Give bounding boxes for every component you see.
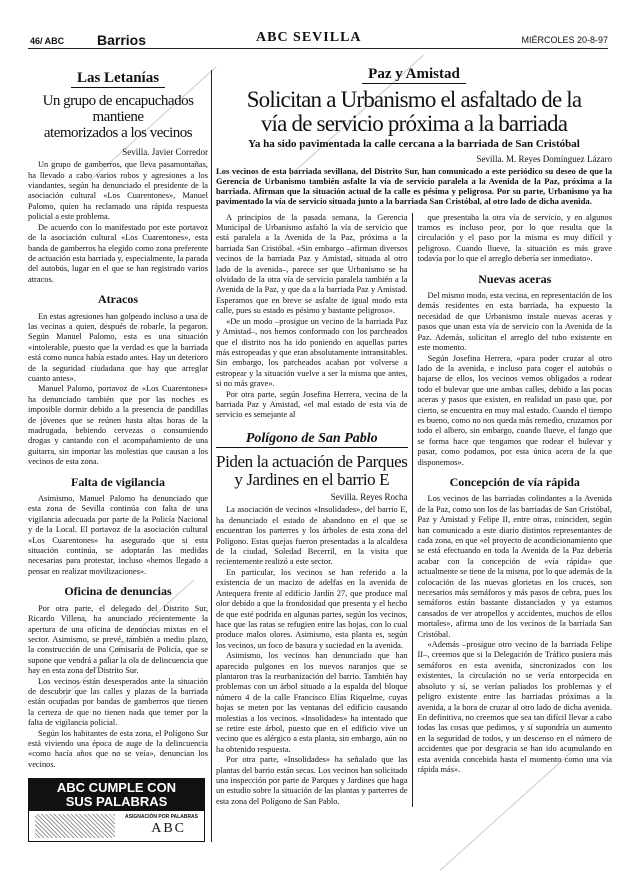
section-subheading: Falta de vigilancia bbox=[71, 474, 165, 489]
paragraph: Según los habitantes de esta zona, el Polígono Sur está viviendo una época de auge de la delincuencia «como hacía años que no se veía», denuncian los vecinos. bbox=[28, 728, 208, 769]
article-headline: Solicitan a Urbanismo el asfaltado de la vía de servicio próxima a la barriada bbox=[246, 87, 582, 137]
paragraph: Los vecinos están desesperados ante la situación de descubrir que las calles y plazas de la barriada están ocupadas por bandas de gamberros que tienen la certeza de que no tienen nada que temer por la falta de vigilancia policial. bbox=[28, 676, 208, 728]
article-body bbox=[216, 505, 408, 807]
ad-subtitle: ASIGNACIÓN POR PALABRAS bbox=[125, 814, 198, 821]
second-article bbox=[216, 431, 408, 807]
section-subheading: Oficina de denuncias bbox=[64, 584, 172, 599]
section-subheading: Nuevas aceras bbox=[478, 271, 552, 286]
paragraph: Asimismo, los vecinos han denunciado que han aparecido pulgones en los nuevos naranjos que se plantaron tras la reurbanización del barrio. También hay problemas con un árbol situado a la espalda del bloque número 4 de la calle Francisco Elías Riquelme, cuyas hojas se meten por las ventanas del edificio causando molestias a los vecinos. «Insolidades» ha intentado que se retire este árbol, puesto que en el edificio vive un vecino que es alérgico a esta planta, sin embargo, aún no ha obtenido respuesta. bbox=[216, 651, 408, 754]
paragraph: En particular, los vecinos se han referido a la existencia de un macizo de adelfas en la avenida de Antequera frente al edificio Jardín 27, que produce mal olor debido a que la frondosidad que presenta y el hecho de que esté podrida en algunas partes, según los vecinos, hace que las ratas se refugien entre las hojas, con lo cual produce malos olores. Asimismo, esta planta es, según los vecinos, un foco de basura y suciedad en la avenida. bbox=[216, 567, 408, 650]
paragraph: Asimismo, Manuel Palomo ha denunciado que esta zona de Sevilla continúa con falta de una vigilancia adecuada por parte de la Policía Nacional y de la Local. El portavoz de la asociación cultural «Los Cuarentones» ha asegurado que si esta situación continúa, se adoptarán las medidas necesarias para protestar, incluso «hemos llegado a pensar en realizar movilizaciones». bbox=[28, 494, 208, 576]
article-headline: Piden la actuación de Parques y Jardines en el barrio E bbox=[216, 451, 408, 489]
header-rule bbox=[28, 48, 608, 49]
main-article bbox=[216, 66, 612, 807]
article-body bbox=[216, 213, 408, 421]
paragraph: Por otra parte, el delegado del Distrito Sur, Ricardo Villena, ha anunciado recientemente la apertura de una oficina de denuncias mixtas en el sector. Asimismo, se prevé, también a medio plazo, la construcción de una Comisaría de Policía, que se supone que vendrá a paliar la ola de delincuencia que hay en esta zona del Distrito Sur. bbox=[28, 603, 208, 676]
article-lead: Los vecinos de esta barriada sevillana, del Distrito Sur, han comunicado a este periódico su deseo de que la Gerencia de Urbanismo también asfalte la vía de servicio paralela a la Avenida de la Paz, próxima a la barriada. Afirman que la situación actual de la calle es pésima y peligrosa. Por su parte, Urbanismo ya ha pavimentado la vía de servicio situada junto a la barriada San Cristóbal, al otro lado de dicha avenida. bbox=[216, 165, 612, 207]
article-kicker: Polígono de San Pablo bbox=[216, 431, 408, 448]
paragraph: Los vecinos de las barriadas colindantes a la Avenida de la Paz, como son los de las barriadas de San Cristóbal, Paz y Amistad y Felipe II, entre otras, coinciden, según han comunicado a este diario distintos representantes de cada zona, en que «el proyecto de acondicionamiento que se está efectuando en toda la Avenida de la Paz debería acabar con la concepción de «vía rápida» que actualmente se tiene de la misma, por lo que además de la colocación de las nuevas glorietas en los cruces, son necesarios más semáforos y más pasos de cebra, pues los semáforos están bastante distanciados y ya estamos cansados de ver atropellos y accidentes, muchos de ellos mortales», afirma uno de los vecinos de la barriada San Cristóbal. bbox=[417, 494, 612, 639]
section-title: Barrios bbox=[93, 32, 150, 48]
masthead: ABC SEVILLA bbox=[252, 30, 366, 46]
issue-date: MIÉRCOLES 20-8-97 bbox=[517, 35, 608, 45]
paragraph: Manuel Palomo, portavoz de «Los Cuarentones» ha denunciado también que por las noches es imposible dormir debido a la presencia de pandillas de jóvenes que se reúnen hasta altas horas de la madrugada, bebiendo cervezas o consumiendo drogas y cantando con el acompañamiento de una guitarra, sin importar las molestias que causan a los vecinos de esta zona. bbox=[28, 384, 208, 467]
paragraph: «De un modo –prosigue un vecino de la barriada Paz y Amistad–, nos hemos conformado con los parcheados que el distrito nos ha ido poniendo en aquellas partes más estropeadas y que eran absolutamente intransitables. Sin embargo, los parcheados acaban por volverse a estropear y la situación vuelve a ser la misma que antes, si no más grave». bbox=[216, 316, 408, 389]
article-byline: Sevilla. Reyes Rocha bbox=[330, 492, 408, 503]
paragraph: La asociación de vecinos «Insolidades», del barrio E, ha denunciado el estado de abandono en el que se encuentran los parterres y los árboles de esta zona del Polígono. Estas quejas fueron presentadas a la alcaldesa de la ciudad, Soledad Becerril, en la visita que recientemente realizó a este sector. bbox=[216, 505, 408, 567]
article-headline: Un grupo de encapuchados mantiene atemorizados a los vecinos bbox=[42, 93, 194, 141]
article-byline: Sevilla. M. Reyes Domínguez Lázaro bbox=[476, 153, 612, 164]
paragraph: Por otra parte, según Josefina Herrera, vecina de la barriada Paz y Amistad, «el mal estado de esta vía de servicio es semejante al bbox=[216, 389, 408, 420]
paragraph: «Además –prosigue otro vecino de la barriada Felipe II–, creemos que si la Delegación de Tráfico pusiera más semáforos en esta avenida, sincronizados con los existentes, la circulación no se vería entorpecida en absoluto y sí, se verían paliados los problemas y el peligro existente entre las barriadas próximas a la avenida, a la hora de cruzar al otro lado de dicha avenida. En definitiva, no creemos que sea tan difícil llevar a cabo todas las cosas que pedimos, y sí supondría un aumento en la seguridad de todos, y un descenso en el número de accidentes que por desgracia se han ido acumulando en esta avenida concebida hasta el momento como una vía rápida más». bbox=[417, 640, 612, 774]
section-subheading: Concepción de vía rápida bbox=[449, 474, 580, 489]
ad-logo: ABC bbox=[151, 821, 186, 837]
paragraph: Del mismo modo, esta vecina, en representación de los demás residentes en esta barriada, ha expuesto la necesidad de que Urbanismo instale nuevas aceras y pasos que unan esta vía de servicio con la Avenida de la Paz. Además, solicitan el arreglo del tubo existente en este momento. bbox=[417, 291, 612, 353]
paragraph: que presentaba la otra vía de servicio, y en algunos tramos es incluso peor, por lo que resulta que la circulación y el paso por la misma es muy difícil y peligroso. Cuando llueve, la situación es más grave todavía por lo que el arreglo debería ser inmediato». bbox=[417, 212, 612, 264]
left-article bbox=[28, 70, 212, 842]
section-subheading: Atracos bbox=[98, 292, 138, 307]
advertisement[interactable] bbox=[28, 778, 205, 842]
paragraph: Por otra parte, «Insolidades» ha señalado que las plantas del barrio están secas. Los vecinos han solicitado una inspección por parte de Parques y Jardines que haga un estudio sobre la situación de las plantas y parterres de esta zona del Polígono de San Pablo. bbox=[216, 755, 408, 806]
paragraph: Un grupo de gamberros, que lleva pasamontañas, ha llevado a cabo varios robos y agresiones a los viandantes, según ha denunciado el presidente de la asociación cultural «Los Cuarentones», Manuel Palomo, quien ha reclamado una rápida respuesta policial a este problema. bbox=[28, 160, 208, 222]
article-subheadline: Ya ha sido pavimentada la calle cercana a la barriada de San Cristóbal bbox=[248, 138, 580, 151]
paragraph: A principios de la pasada semana, la Gerencia Municipal de Urbanismo asfaltó la vía de servicio que está paralela a la Avenida de la Paz, próxima a la barriada San Cristóbal. «Sin embargo –afirman diversos vecinos de la barriada Paz y Amistad, situada al otro lado de la avenida–, parece ser que Urbanismo se ha olvidado de la otra vía de servicio paralela también a la Avenida de la Paz, y que da a la barriada Paz y Amistad. Esperamos que en breve se asfalte de igual modo esta calle, pues su estado es pésimo y bastante peligroso». bbox=[216, 212, 408, 316]
ad-illustration bbox=[35, 814, 115, 838]
article-body bbox=[418, 213, 613, 776]
paragraph: De acuerdo con lo manifestado por este portavoz de la asociación cultural «Los Cuarentones», esta banda de gamberros ha elegido como zona preferente de actuación esta barriada y, especialmente, la parada del autobús, lugar en el que se han registrado varios atracos. bbox=[28, 222, 208, 284]
article-kicker: Las Letanías bbox=[28, 70, 208, 88]
paragraph: Según Josefina Herrera, «para poder cruzar al otro lado de la avenida, e incluso para coger el autobús o bajarse de ellos, los vecinos vemos obligados a rodear todo el bulevar que une ambas calles, debido a las pocas aceras y pasos que existen, en realidad un paso que, por cierto, se encuentra en muy mal estado. Cuando el tiempo es bueno, como no nos queda más remedio, cruzamos por todo el albero, sin embargo, cuando llueve, el fango que se forma hace que tengamos que rodear el bulevar y pasar, como podamos, por esta única acera de la que disponemos». bbox=[417, 353, 612, 467]
article-body bbox=[28, 160, 208, 770]
ad-headline: ABC CUMPLE CON SUS PALABRAS bbox=[29, 779, 204, 811]
paragraph: En estas agresiones han golpeado incluso a una de las vecinas a quien, después de robarle, la pegaron. Según Manuel Palomo, esta es una situación «intolerable, puesto que la verdad es que la barriada está como nunca había estado antes. Hay un deterioro de la seguridad ciudadana que hay que arreglar cuanto antes». bbox=[28, 311, 208, 383]
article-byline: Sevilla. Javier Corredor bbox=[122, 147, 208, 158]
article-kicker: Paz y Amistad bbox=[216, 66, 612, 84]
page-number: 46/ ABC bbox=[30, 36, 65, 46]
